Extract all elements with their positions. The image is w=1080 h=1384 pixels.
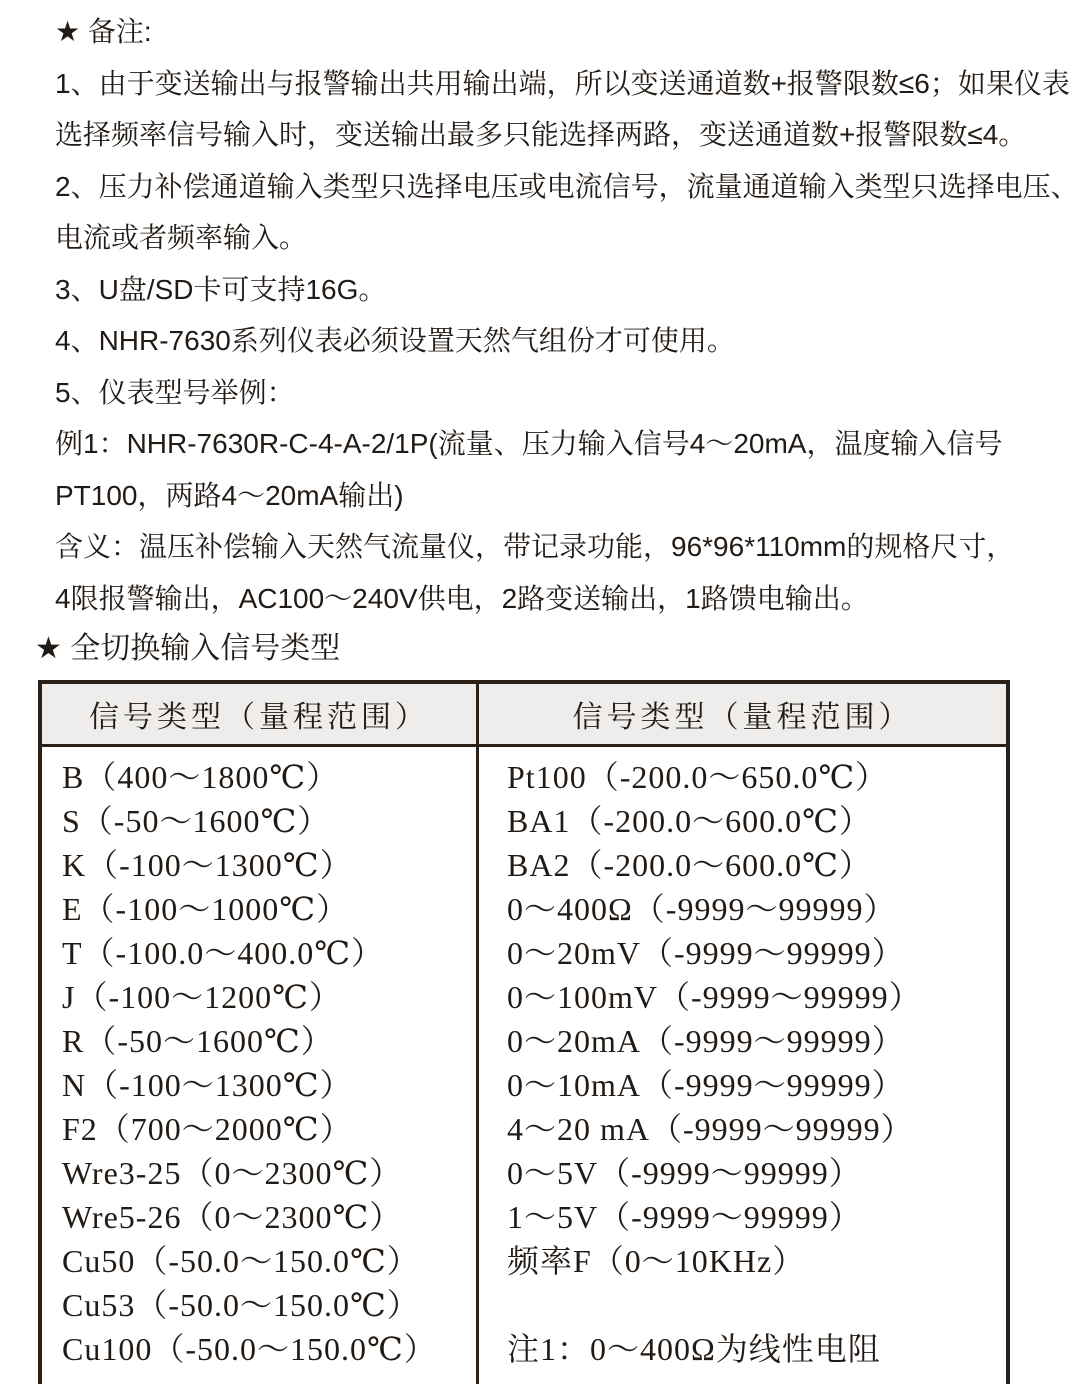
signal-row-cu100: Cu100（-50.0～150.0℃） [62,1331,437,1367]
table-note-1: 注1：0～400Ω为线性电阻 [507,1331,881,1367]
signal-row-4-20ma: 4～20 mA（-9999～99999） [507,1111,914,1147]
meaning-line-1: 含义：温压补偿输入天然气流量仪，带记录功能，96*96*110mm的规格尺寸， [55,531,1015,562]
signal-row-b: B（400～1800℃） [62,759,340,795]
table-header-right: 信号类型（量程范围） [478,682,1009,746]
signal-row-j: J（-100～1200℃） [62,979,342,1015]
example-line-2: PT100，两路4～20mA输出) [55,479,404,511]
remark-line-4: 4、NHR-7630系列仪表必须设置天然气组份才可使用。 [55,325,735,356]
signal-row-r: R（-50～1600℃） [62,1023,334,1059]
signal-row-cu50: Cu50（-50.0～150.0℃） [62,1243,420,1279]
signal-row-e: E（-100～1000℃） [62,891,350,927]
remarks-header: ★ 备注: [55,16,152,47]
signal-row-k: K（-100～1300℃） [62,847,353,883]
signal-types-table [38,680,1010,1384]
table-header-left: 信号类型（量程范围） [40,682,478,746]
signal-table-header-row [40,682,1008,746]
signal-types-section-header: ★ 全切换输入信号类型 [35,632,341,665]
signal-row-wre5-26: Wre5-26（0～2300℃） [62,1199,403,1235]
remark-line-2a: 2、压力补偿通道输入类型只选择电压或电流信号，流量通道输入类型只选择电压、 [55,170,1079,202]
signal-row-0-100mv: 0～100mV（-9999～99999） [507,979,922,1015]
signal-row-f2: F2（700～2000℃） [62,1111,353,1147]
example-line-1: 例1：NHR-7630R-C-4-A-2/1P(流量、压力输入信号4～20mA，温度输入信号 [55,428,1003,459]
signal-row-pt100: Pt100（-200.0～650.0℃） [507,759,889,795]
signal-row-ba1: BA1（-200.0～600.0℃） [507,803,872,839]
remark-line-3: 3、U盘/SD卡可支持16G。 [55,273,387,305]
signal-row-t: T（-100.0～400.0℃） [62,935,385,971]
remark-line-1a: 1、由于变送输出与报警输出共用输出端，所以变送通道数+报警限数≤6；如果仪表 [55,67,1070,99]
remark-line-2b: 电流或者频率输入。 [55,222,308,253]
signal-row-0-20ma: 0～20mA（-9999～99999） [507,1023,905,1059]
signal-row-0-5v: 0～5V（-9999～99999） [507,1155,862,1191]
signal-row-cu53: Cu53（-50.0～150.0℃） [62,1287,420,1323]
signal-column-left [40,746,478,1384]
signal-table-head [40,682,1008,746]
signal-row-0-400ohm: 0～400Ω（-9999～99999） [507,891,897,927]
signal-table-body-row [40,746,1008,1384]
meaning-line-2: 4限报警输出，AC100～240V供电，2路变送输出，1路馈电输出。 [55,582,869,614]
signal-column-right [478,746,1009,1384]
signal-row-wre3-25: Wre3-25（0～2300℃） [62,1155,403,1191]
signal-table-body [40,746,1008,1384]
signal-row-n: N（-100～1300℃） [62,1067,353,1103]
signal-row-0-10ma: 0～10mA（-9999～99999） [507,1067,905,1103]
signal-row-s: S（-50～1600℃） [62,803,331,839]
signal-row-frequency-f: 频率F（0～10KHz） [507,1243,806,1279]
remark-line-1b: 选择频率信号输入时，变送输出最多只能选择两路，变送通道数+报警限数≤4。 [55,119,1027,150]
signal-row-blank [507,1283,1005,1327]
signal-row-0-20mv: 0～20mV（-9999～99999） [507,935,905,971]
remarks-section [0,0,1080,624]
signal-row-1-5v: 1～5V（-9999～99999） [507,1199,862,1235]
remark-line-5: 5、仪表型号举例： [55,376,295,408]
signal-row-ba2: BA2（-200.0～600.0℃） [507,847,872,883]
